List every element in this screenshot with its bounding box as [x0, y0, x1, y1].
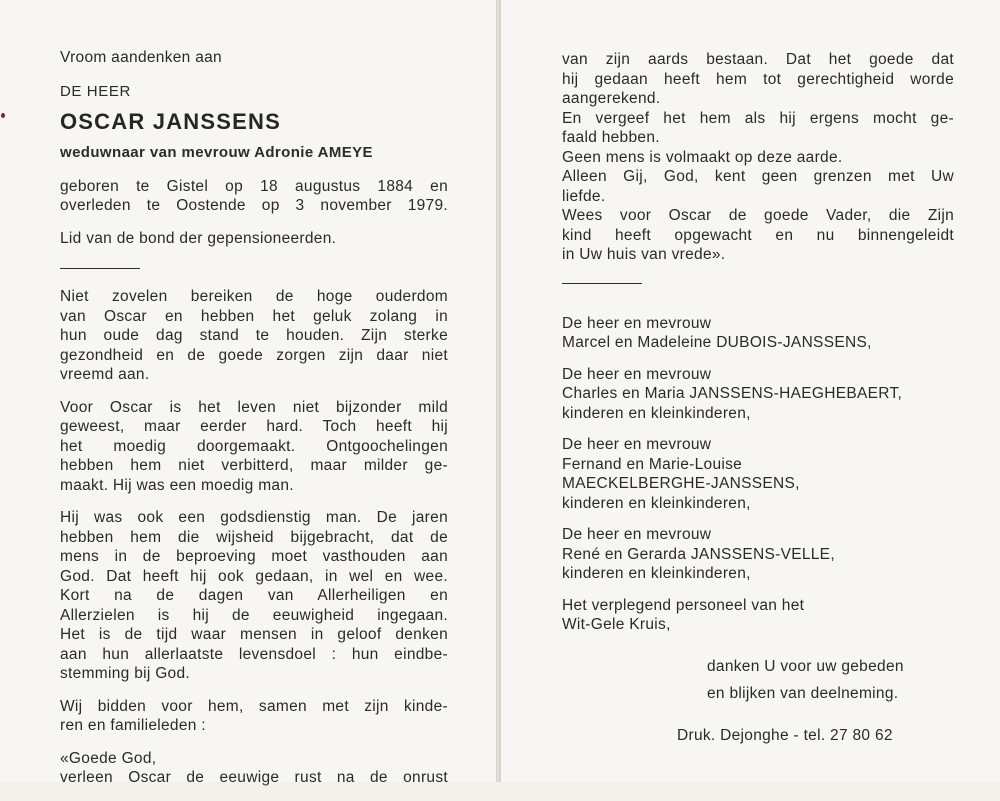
text-line: Het verplegend personeel van het	[562, 596, 805, 614]
text-line: De heer en mevrouw	[562, 526, 712, 543]
text-line: hij gedaan heeft hem tot gerechtigheid worde	[562, 70, 954, 88]
text-line: Kort na de dagen van Allerheiligen en	[60, 587, 448, 604]
paragraph-4	[60, 697, 448, 736]
text-line: En vergeef het hem als hij ergens mocht ge-	[562, 109, 954, 127]
right-column	[562, 50, 954, 745]
text-line: Charles en Maria JANSSENS-HAEGHEBAERT,	[562, 385, 903, 402]
text-line: van zijn aards bestaan. Dat het goede dat	[562, 51, 954, 68]
text-line: geweest, maar eerder hard. Toch heeft hij	[60, 418, 448, 435]
text-line: aan hun allerlaatste levensdoel : hun eindbe-	[60, 645, 448, 663]
text-line: De heer en mevrouw	[562, 314, 712, 332]
text-line: Wij bidden voor hem, samen met zijn kinde-	[60, 697, 448, 715]
text-line: Marcel en Madeleine DUBOIS-JANSSENS,	[562, 334, 872, 351]
text-line: Wees voor Oscar de goede Vader, die Zijn	[562, 207, 954, 224]
text-line: het moedig doorgemaakt. Ontgoochelingen	[60, 437, 448, 455]
card-fold	[496, 0, 500, 782]
text-line: kinderen en kleinkinderen,	[562, 494, 751, 512]
paper-mark	[1, 113, 5, 118]
printer-credit: Druk. Dejonghe - tel. 27 80 62	[677, 726, 893, 744]
death-line: overleden te Oostende op 3 november 1979.	[60, 197, 448, 214]
birth-death-block	[60, 177, 448, 216]
divider-right	[562, 283, 642, 284]
closing-line: danken U voor uw gebeden	[707, 657, 904, 675]
closing-block	[707, 657, 954, 704]
text-line: ren en familieleden :	[60, 717, 206, 734]
text-line: kinderen en kleinkinderen,	[562, 565, 751, 582]
left-column	[60, 48, 448, 801]
text-line: MAECKELBERGHE-JANSSENS,	[562, 475, 800, 492]
membership-line: Lid van de bond der gepensioneerden.	[60, 229, 337, 247]
deceased-name: OSCAR JANSSENS	[60, 109, 281, 134]
text-line: hun oude dag stand te houden. Zijn sterke	[60, 327, 448, 344]
text-line: Allerzielen is hij de eeuwigheid ingegaan.	[60, 606, 448, 624]
text-line: mens in de beproeving moet vasthouden aan	[60, 548, 448, 565]
intro-line: Vroom aandenken aan	[60, 49, 222, 66]
birth-line: geboren te Gistel op 18 augustus 1884 en	[60, 177, 448, 195]
text-line: Hij was ook een godsdienstig man. De jaren	[60, 509, 448, 526]
spouse-line: weduwnaar van mevrouw Adronie AMEYE	[60, 144, 373, 161]
family-entry-3	[562, 435, 954, 513]
text-line: Voor Oscar is het leven niet bijzonder mild	[60, 398, 448, 416]
paragraph-1	[60, 287, 448, 385]
text-line: vreemd aan.	[60, 366, 150, 383]
family-entry-4	[562, 525, 954, 584]
text-line: Niet zovelen bereiken de hoge ouderdom	[60, 288, 448, 305]
paragraph-2	[60, 398, 448, 496]
text-line: De heer en mevrouw	[562, 365, 712, 383]
text-line: van Oscar en hebben het geluk zolang in	[60, 307, 448, 325]
text-line: kind heeft opgewacht en nu binnengeleidt	[562, 226, 954, 244]
text-line: liefde.	[562, 187, 606, 205]
text-line: aangerekend.	[562, 90, 661, 107]
text-line: maakt. Hij was een moedig man.	[60, 476, 294, 494]
family-entry-5	[562, 596, 954, 635]
closing-line: en blijken van deelneming.	[707, 685, 899, 702]
text-line: Geen mens is volmaakt op deze aarde.	[562, 148, 843, 166]
text-line: De heer en mevrouw	[562, 436, 712, 453]
text-line: God. Dat heeft hij ook gedaan, in wel en wee.	[60, 567, 448, 585]
title-line: DE HEER	[60, 82, 131, 100]
text-line: hebben hem niet verbitterd, maar milder ge-	[60, 457, 448, 474]
family-entry-1	[562, 314, 954, 353]
text-line: stemming bij God.	[60, 665, 191, 682]
prayer-continuation	[562, 50, 954, 265]
family-entry-2	[562, 365, 954, 424]
text-line: verleen Oscar de eeuwige rust na de onrust	[60, 769, 448, 786]
text-line: René en Gerarda JANSSENS-VELLE,	[562, 545, 835, 563]
text-line: gezondheid en de goede zorgen zijn daar niet	[60, 346, 448, 364]
text-line: faald hebben.	[562, 129, 660, 146]
text-line: Wit-Gele Kruis,	[562, 616, 671, 633]
text-line: hebben hem die wijsheid bijgebracht, dat de	[60, 528, 448, 546]
text-line: Het is de tijd waar mensen in geloof denken	[60, 626, 448, 643]
text-line: kinderen en kleinkinderen,	[562, 404, 751, 422]
text-line: «Goede God,	[60, 749, 157, 767]
text-line: in Uw huis van vrede».	[562, 246, 726, 263]
text-line: Fernand en Marie-Louise	[562, 455, 743, 473]
text-line: Alleen Gij, God, kent geen grenzen met Uw	[562, 168, 954, 185]
paragraph-3	[60, 508, 448, 684]
divider-left	[60, 268, 140, 269]
